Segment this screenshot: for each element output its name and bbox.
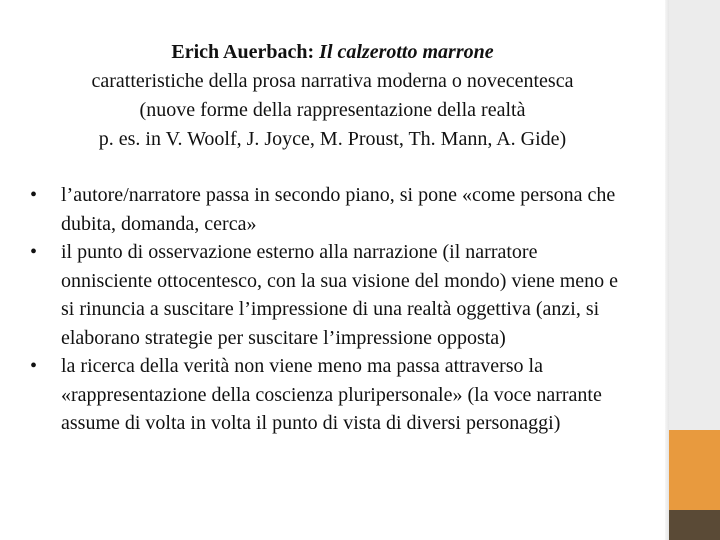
bullet-icon: •	[30, 355, 38, 377]
accent-brown-block	[669, 510, 720, 540]
bullet-text: l’autore/narratore passa in secondo piano, si pone «come persona che dubita, domanda, cerca»	[61, 184, 616, 235]
title-subtitle-line-1: caratteristiche della prosa narrativa moderna o novecentesca	[91, 70, 574, 92]
accent-orange-block	[669, 430, 720, 510]
bullet-icon: •	[30, 241, 38, 263]
bullet-text: la ricerca della verità non viene meno ma passa attraverso la «rappresentazione della coscienza pluripersonale» (la voce narrante assume di volta in volta il punto di vista di diversi personaggi)	[61, 355, 602, 434]
bullet-item	[30, 352, 630, 438]
sidebar-gray-block	[669, 0, 720, 440]
bullet-icon: •	[30, 184, 38, 206]
bullet-item	[30, 181, 630, 238]
title-subtitle-line-3: p. es. in V. Woolf, J. Joyce, M. Proust, Th. Mann, A. Gide)	[98, 128, 567, 150]
title-subtitle-line-2: (nuove forme della rappresentazione della realtà	[139, 99, 526, 121]
title-heading-line	[20, 38, 645, 67]
bullet-item	[30, 238, 630, 352]
title-author: Erich Auerbach:	[171, 41, 320, 63]
title-work: Il calzerotto marrone	[319, 41, 494, 63]
slide-title	[20, 38, 645, 154]
bullet-list	[30, 181, 630, 438]
bullet-text: il punto di osservazione esterno alla narrazione (il narratore onnisciente ottocentesco, con la sua visione del mondo) viene meno e si rinuncia a suscitare l’impressione di una realtà oggettiva (anzi, si elaborano strategie per suscitare l’impressione opposta)	[61, 241, 619, 349]
